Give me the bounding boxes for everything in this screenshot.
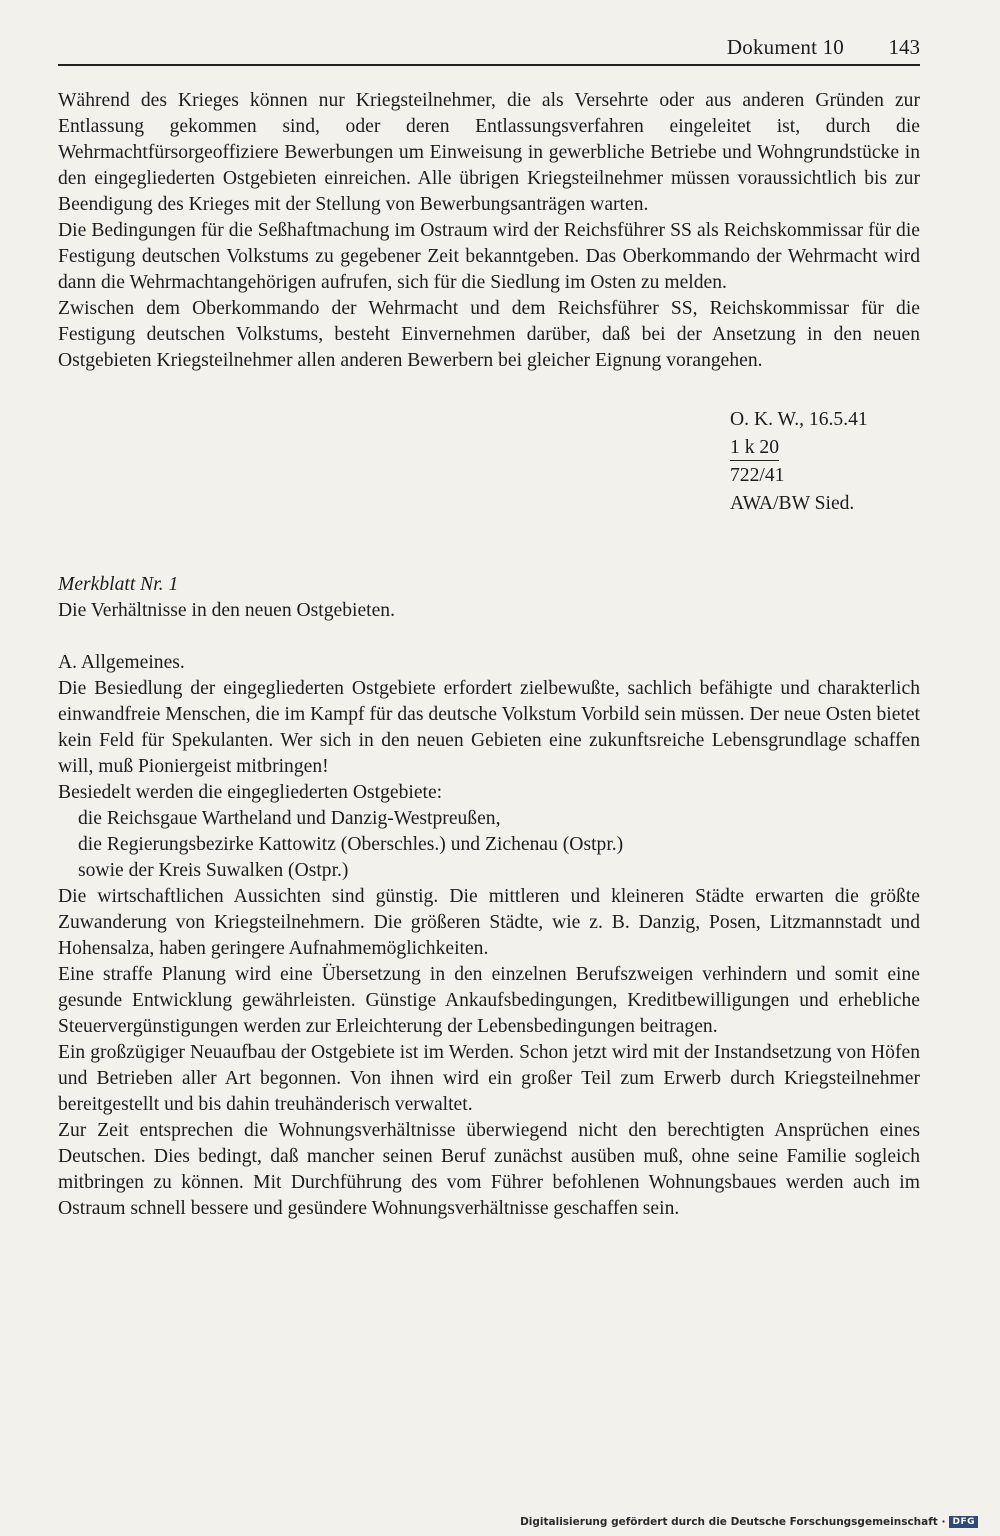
list-item: die Reichsgaue Wartheland und Danzig-Westpreußen, [78,808,501,829]
footer-text: Digitalisierung gefördert durch die Deutsche Forschungsgemeinschaft · [520,1516,946,1528]
list-item: die Regierungsbezirke Kattowitz (Oberschles.) und Zichenau (Ostpr.) [78,834,624,855]
signature-line: 722/41 [730,465,785,486]
merkblatt-title: Merkblatt Nr. 1 [58,574,179,595]
signature-line: O. K. W., 16.5.41 [730,409,868,430]
paragraph: Die wirtschaftlichen Aussichten sind günstig. Die mittleren und kleineren Städte erwarten die größte Zuwanderung von Kriegsteilnehmern. Die größeren Städte, wie z. B. Danzig, Posen, Litzmannstadt und Hohensalza, haben geringere Aufnahmemöglichkeiten. [58,886,920,959]
signature-line: 1 k 20 [730,436,779,461]
dfg-logo: DFG [949,1516,978,1528]
document-body [58,88,920,1222]
paragraph: Zur Zeit entsprechen die Wohnungsverhältnisse überwiegend nicht den berechtigten Ansprüchen eines Deutschen. Dies bedingt, daß mancher seinen Beruf zunächst ausüben muß, ohne seine Familie sogleich mitbringen zu können. Mit Durchführung des vom Führer befohlenen Wohnungsbaues werden auch im Ostraum schnell bessere und gesündere Wohnungsverhältnisse geschaffen sein. [58,1120,920,1219]
header-rule [58,64,920,66]
page-number: 143 [888,35,920,59]
paragraph: Während des Krieges können nur Kriegsteilnehmer, die als Versehrte oder aus anderen Gründen zur Entlassung gekommen sind, oder deren Entlassungsverfahren eingeleitet ist, durch die Wehrmachtfürsorgeoffiziere Bewerbungen um Einweisung in gewerbliche Betriebe und Wohngrundstücke in den eingegliederten Ostgebieten einreichen. Alle übrigen Kriegsteilnehmer müssen voraussichtlich bis zur Beendigung des Krieges mit der Stellung von Bewerbungsanträgen warten. [58,90,920,215]
list-item: sowie der Kreis Suwalken (Ostpr.) [78,860,349,881]
list-intro: Besiedelt werden die eingegliederten Ostgebiete: [58,782,443,803]
signature-block [730,406,880,518]
paragraph: Eine straffe Planung wird eine Übersetzung in den einzelnen Berufszweigen verhindern und somit eine gesunde Entwicklung gewährleisten. Günstige Ankaufsbedingungen, Kreditbewilligungen und erhebliche Steuervergünstigungen werden zur Erleichterung der Lebensbedingungen beitragen. [58,964,920,1037]
page-header [58,30,920,64]
paragraph: Ein großzügiger Neuaufbau der Ostgebiete ist im Werden. Schon jetzt wird mit der Instandsetzung von Höfen und Betrieben aller Art begonnen. Von ihnen wird ein großer Teil zum Erwerb durch Kriegsteilnehmer bereitgestellt und bis dahin treuhänderisch verwaltet. [58,1042,920,1115]
paragraph: Die Besiedlung der eingegliederten Ostgebiete erfordert zielbewußte, sachlich befähigte und charakterlich einwandfreie Menschen, die im Kampf für das deutsche Volkstum Vorbild sein müssen. Der neue Osten bietet kein Feld für Spekulanten. Wer sich in den neuen Gebieten eine zukunftsreiche Lebensgrundlage schaffen will, muß Pioniergeist mitbringen! [58,678,920,777]
merkblatt-subtitle: Die Verhältnisse in den neuen Ostgebieten. [58,600,395,621]
section-heading: A. Allgemeines. [58,652,185,673]
signature-line: AWA/BW Sied. [730,493,855,514]
running-head: Dokument 10 [726,35,844,59]
paragraph: Zwischen dem Oberkommando der Wehrmacht und dem Reichsführer SS, Reichskommissar für die Festigung deutschen Volkstums, besteht Einvernehmen darüber, daß bei der Ansetzung in den neuen Ostgebieten Kriegsteilnehmer allen anderen Bewerbern bei gleicher Eignung vorangehen. [58,298,920,371]
paragraph: Die Bedingungen für die Seßhaftmachung im Ostraum wird der Reichsführer SS als Reichskommissar für die Festigung deutschen Volkstums zu gegebener Zeit bekanntgeben. Das Oberkommando der Wehrmacht wird dann die Wehrmachtangehörigen aufrufen, sich für die Siedlung im Osten zu melden. [58,220,920,293]
digitization-footer [520,1516,978,1528]
